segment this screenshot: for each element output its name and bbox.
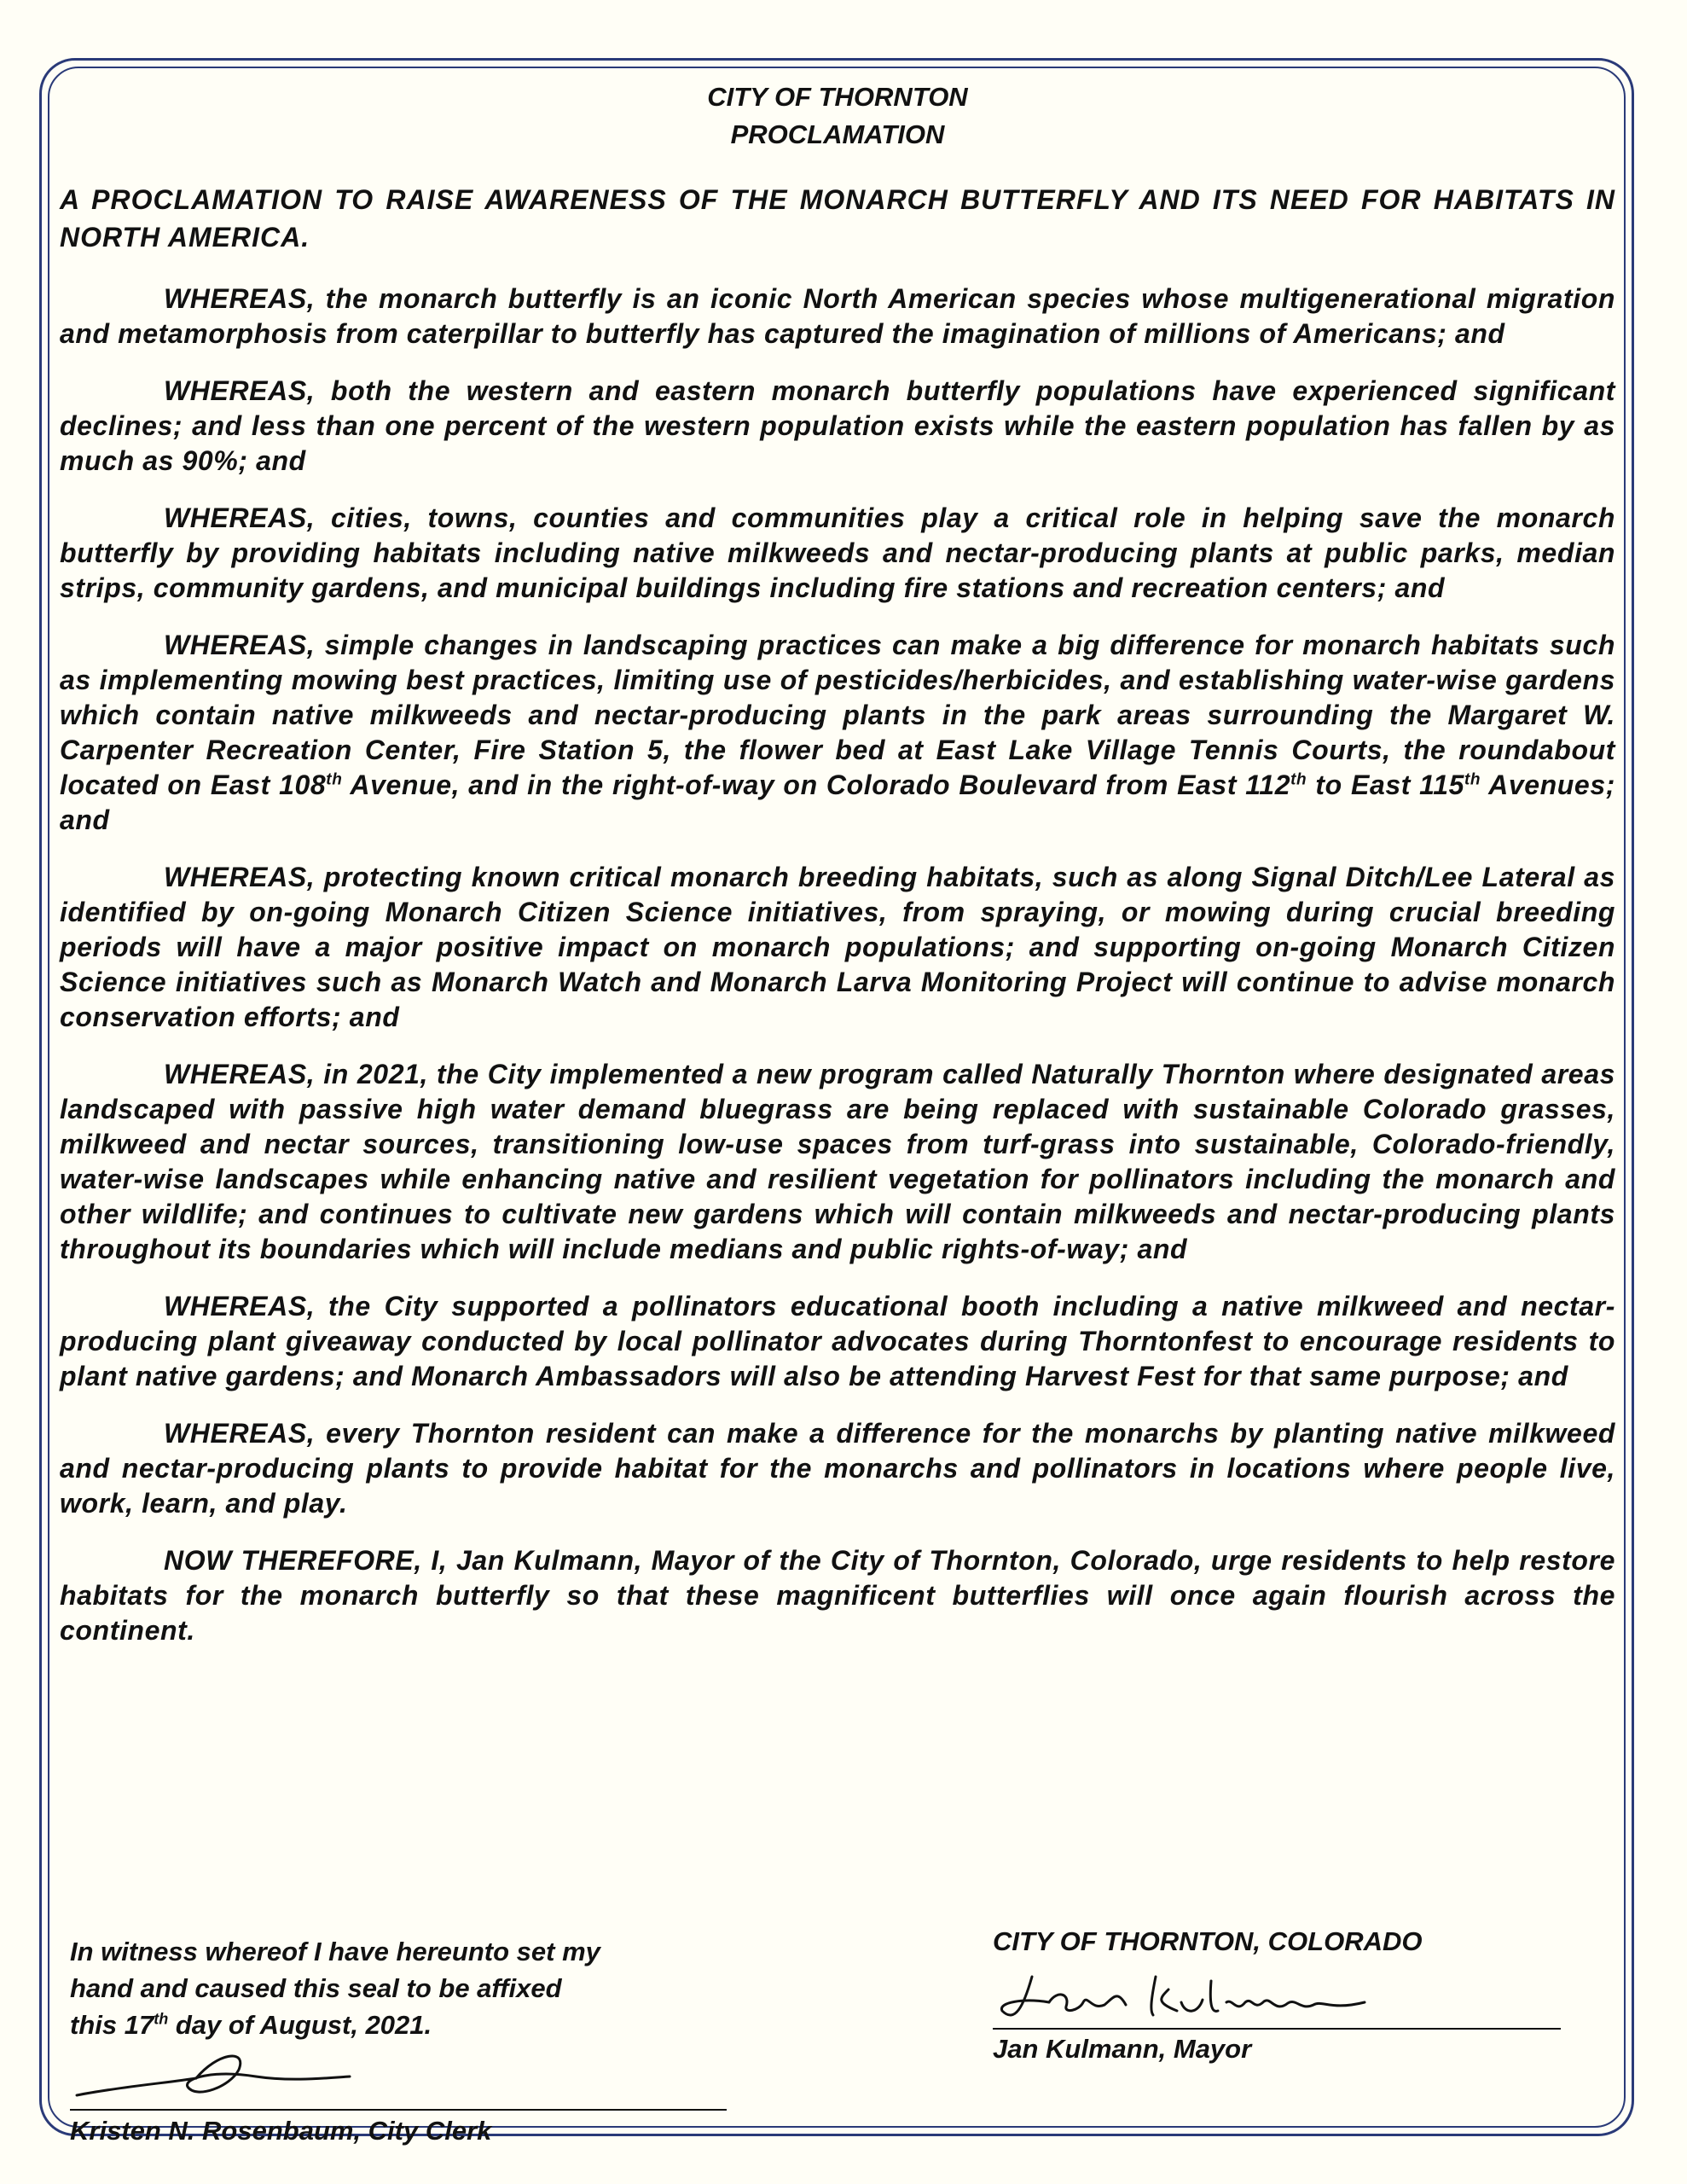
city-heading: CITY OF THORNTON: [707, 82, 968, 112]
witness-line: day of August, 2021.: [168, 2010, 432, 2040]
whereas-paragraph: WHEREAS, both the western and eastern monarch butterfly populations have experienced significant declines; and less than one percent of the western population exists while the eastern population has fallen by as much as 90%; and: [60, 375, 1615, 476]
witness-line: hand and caused this seal to be affixed: [70, 1973, 562, 2003]
ordinal-suffix: th: [1290, 770, 1307, 789]
whereas-paragraph: WHEREAS, protecting known critical monarch breeding habitats, such as along Signal Ditch/Lee Lateral as identified by on-going Monarch Citizen Science initiatives, from spraying, or mowing during crucial breeding periods will have a major positive impact on monarch populations; and supporting on-going Monarch Citizen Science initiatives such as Monarch Watch and Monarch Larva Monitoring Project will continue to advise monarch conservation efforts; and: [60, 862, 1615, 1032]
witness-line: In witness whereof I have hereunto set my: [70, 1937, 600, 1966]
proclamation-title: A PROCLAMATION TO RAISE AWARENESS OF THE MONARCH BUTTERFLY AND ITS NEED FOR HABITATS IN NORTH AMERICA.: [60, 184, 1615, 253]
mayor-name: Jan Kulmann, Mayor: [993, 2034, 1252, 2064]
whereas-paragraph: WHEREAS, the monarch butterfly is an iconic North American species whose multigenerational migration and metamorphosis from caterpillar to butterfly has captured the imagination of millions of Americans; and: [60, 283, 1615, 349]
signature-area: [60, 1844, 1615, 2169]
clerk-signature-image: [68, 2036, 358, 2121]
whereas-paragraph: WHEREAS, the City supported a pollinators educational booth including a native milkweed and nectar-producing plant giveaway conducted by local pollinator advocates during Thorntonfest to encourage residents to plant native gardens; and Monarch Ambassadors will also be attending Harvest Fest for that same purpose; and: [60, 1291, 1615, 1391]
now-therefore-paragraph: NOW THEREFORE, I, Jan Kulmann, Mayor of the City of Thornton, Colorado, urge residents to help restore habitats for the monarch butterfly so that these magnificent butterflies will once again flourish across the continent.: [60, 1545, 1615, 1646]
clerk-signature-line: [70, 2109, 727, 2111]
text-segment: Avenues; and: [60, 770, 1615, 835]
ordinal-suffix: th: [1464, 770, 1481, 789]
text-segment: to East 115: [1307, 770, 1464, 800]
whereas-paragraph: WHEREAS, every Thornton resident can make a difference for the monarchs by planting native milkweed and nectar-producing plants to provide habitat for the monarchs and pollinators in locations where people live, work, learn, and play.: [60, 1418, 1615, 1519]
whereas-paragraph: WHEREAS, cities, towns, counties and communities play a critical role in helping save the monarch butterfly by providing habitats including native milkweeds and nectar-producing plants at public parks, median strips, community gardens, and municipal buildings including fire stations and recreation centers; and: [60, 502, 1615, 603]
document-type-heading: PROCLAMATION: [730, 119, 945, 149]
ordinal-suffix: th: [326, 770, 343, 789]
ordinal-suffix: th: [154, 2010, 169, 2028]
whereas-paragraph: WHEREAS, in 2021, the City implemented a new program called Naturally Thornton where designated areas landscaped with passive high water demand bluegrass are being replaced with sustainable Colorado grasses, milkweed and nectar sources, transitioning low-use spaces from turf-grass into sustainable, Colorado-friendly, water-wise landscapes while enhancing native and resilient vegetation for pollinators including the monarch and other wildlife; and continues to cultivate new gardens which will contain milkweeds and nectar-producing plants throughout its boundaries which will include medians and public rights-of-way; and: [60, 1059, 1615, 1264]
text-segment: WHEREAS, simple changes in landscaping practices can make a big difference for monarch habitats such as implementing mowing best practices, limiting use of pesticides/herbicides, and establishing water-wise gardens which contain native milkweeds and nectar-producing plants in the park areas surrounding the Margaret W. Carpenter Recreation Center, Fire Station 5, the flower bed at East Lake Village Tennis Courts, the roundabout located on East 108: [60, 630, 1615, 800]
witness-statement: [70, 1933, 735, 2043]
mayor-signature-image: [998, 1964, 1373, 2032]
mayor-signature-line: [993, 2028, 1561, 2030]
whereas-paragraph-landscaping: [60, 628, 1615, 838]
mayor-city-label: CITY OF THORNTON, COLORADO: [993, 1926, 1423, 1956]
clerk-name: Kristen N. Rosenbaum, City Clerk: [70, 2116, 492, 2146]
proclamation-document: [60, 78, 1615, 2146]
witness-line: this 17: [70, 2010, 154, 2040]
text-segment: Avenue, and in the right-of-way on Colorado Boulevard from East 112: [342, 770, 1291, 800]
